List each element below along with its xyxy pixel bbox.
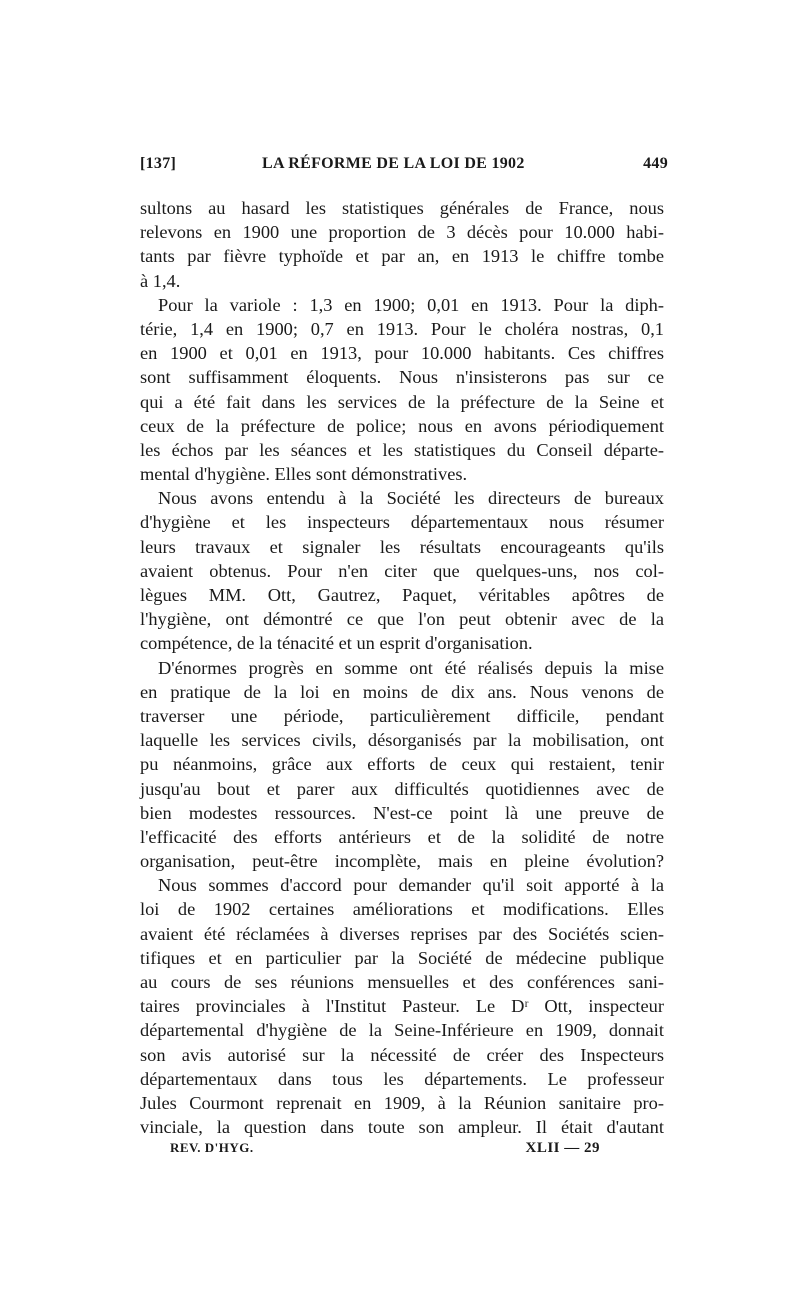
text-line: d'hygiène et les inspecteurs départementaux nous résumer [140, 512, 664, 533]
text-line: taires provinciales à l'Institut Pasteur. Le Dʳ Ott, inspecteur [140, 996, 664, 1017]
page-footer [170, 1140, 600, 1162]
text-line: mental d'hygiène. Elles sont démonstratives. [140, 464, 468, 485]
text-line: au cours de ses réunions mensuelles et des conférences sani- [140, 972, 664, 992]
text-line: D'énormes progrès en somme ont été réalisés depuis la mise [158, 657, 664, 678]
text-line: lègues MM. Ott, Gautrez, Paquet, véritables apôtres de [140, 585, 664, 605]
text-line: relevons en 1900 une proportion de 3 décès pour 10.000 habi- [140, 222, 664, 243]
text-line: jusqu'au bout et parer aux difficultés quotidiennes avec de [140, 778, 664, 799]
text-line: compétence, de la ténacité et un esprit d'organisation. [140, 633, 533, 654]
text-line: organisation, peut-être incomplète, mais en pleine évolution? [140, 851, 664, 872]
text-line: les échos par les séances et les statistiques du Conseil départe- [140, 439, 664, 460]
running-title: LA RÉFORME DE LA LOI DE 1902 [262, 155, 525, 172]
text-line: l'hygiène, ont démontré ce que l'on peut obtenir avec de la [140, 609, 664, 630]
text-line: traverser une période, particulièrement difficile, pendant [140, 705, 664, 726]
text-line: en 1900 et 0,01 en 1913, pour 10.000 habitants. Ces chiffres [140, 343, 664, 364]
text-line: avaient obtenus. Pour n'en citer que quelques-uns, nos col- [140, 560, 664, 581]
body-text [140, 196, 664, 1139]
page-reference: [137] [140, 155, 177, 172]
signature-mark: XLII — 29 [525, 1140, 600, 1156]
text-line: l'efficacité des efforts antérieurs et de la solidité de notre [140, 826, 664, 847]
text-line: Jules Courmont reprenait en 1909, à la Réunion sanitaire pro- [140, 1092, 664, 1113]
text-line: Nous avons entendu à la Société les directeurs de bureaux [158, 488, 664, 509]
journal-abbreviation: REV. D'HYG. [170, 1140, 254, 1155]
text-line: leurs travaux et signaler les résultats encourageants qu'ils [140, 536, 664, 557]
text-line: tants par fièvre typhoïde et par an, en 1913 le chiffre tombe [140, 246, 664, 267]
text-line: qui a été fait dans les services de la préfecture de la Seine et [140, 391, 664, 412]
text-line: laquelle les services civils, désorganisés par la mobilisation, ont [140, 730, 664, 751]
text-line: départemental d'hygiène de la Seine-Inférieure en 1909, donnait [140, 1020, 664, 1041]
text-line: ceux de la préfecture de police; nous en avons périodiquement [140, 415, 664, 436]
text-line: tifiques et en particulier par la Société de médecine publique [140, 947, 664, 968]
text-line: loi de 1902 certaines améliorations et modifications. Elles [140, 899, 664, 920]
page-number: 449 [643, 155, 668, 172]
text-line: pu néanmoins, grâce aux efforts de ceux qui restaient, tenir [140, 754, 664, 775]
text-line: en pratique de la loi en moins de dix ans. Nous venons de [140, 681, 664, 702]
text-line: Pour la variole : 1,3 en 1900; 0,01 en 1913. Pour la diph- [158, 294, 664, 315]
text-line: avaient été réclamées à diverses reprises par des Sociétés scien- [140, 923, 664, 944]
text-line: térie, 1,4 en 1900; 0,7 en 1913. Pour le choléra nostras, 0,1 [140, 318, 664, 339]
text-line: sultons au hasard les statistiques générales de France, nous [140, 198, 664, 218]
text-line: départementaux dans tous les départements. Le professeur [140, 1068, 664, 1089]
text-line: vinciale, la question dans toute son ampleur. Il était d'autant [140, 1117, 664, 1138]
running-header [140, 155, 668, 181]
text-line: Nous sommes d'accord pour demander qu'il soit apporté à la [158, 875, 664, 896]
text-line: son avis autorisé sur la nécessité de créer des Inspecteurs [140, 1044, 664, 1065]
text-line: à 1,4. [140, 270, 181, 291]
text-line: bien modestes ressources. N'est-ce point là une preuve de [140, 802, 664, 823]
text-line: sont suffisamment éloquents. Nous n'insisterons pas sur ce [140, 367, 664, 388]
